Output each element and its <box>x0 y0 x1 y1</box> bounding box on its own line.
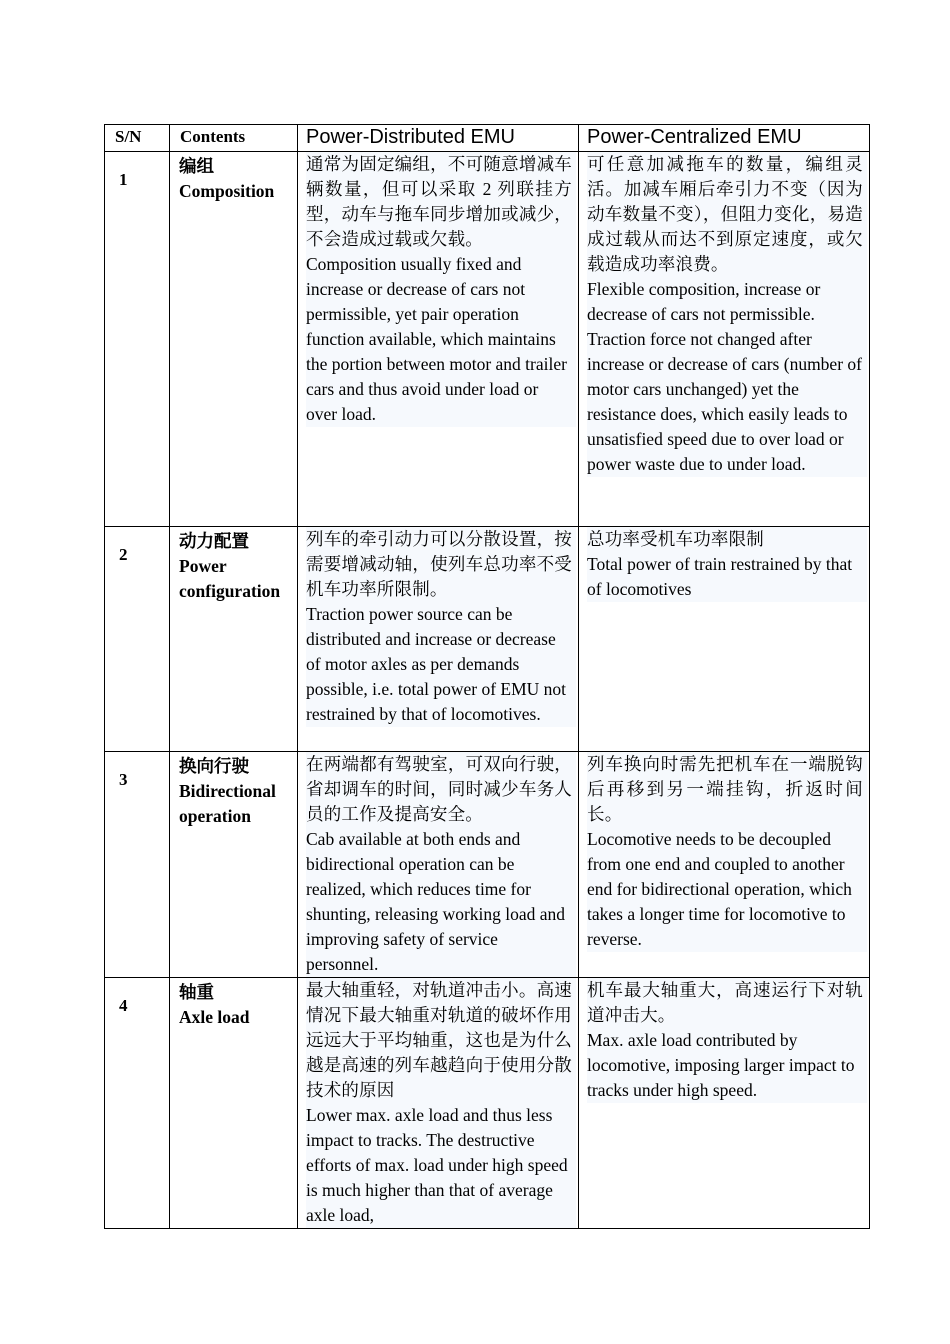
header-contents: Contents <box>170 125 298 152</box>
distributed-zh: 最大轴重轻，对轨道冲击小。高速情况下最大轴重对轨道的破坏作用远远大于平均轴重，这也是为什么越是高速的列车越趋向于使用分散技术的原因 <box>306 980 572 1100</box>
centralized-en: Total power of train restrained by that of locomotives <box>587 554 853 599</box>
distributed-cell <box>298 752 579 978</box>
distributed-zh: 在两端都有驾驶室，可双向行驶，省却调车的时间，同时减少车务人员的工作及提高安全。 <box>306 754 572 824</box>
distributed-zh: 通常为固定编组，不可随意增减车辆数量，但可以采取 2 列联挂方型，动车与拖车同步增加或减少，不会造成过载或欠载。 <box>306 154 572 249</box>
contents-zh: 编组 <box>179 156 214 176</box>
contents-zh: 换向行驶 <box>179 756 249 776</box>
centralized-cell <box>579 152 870 527</box>
header-sn: S/N <box>105 125 170 152</box>
distributed-cell <box>298 978 579 1229</box>
distributed-zh: 列车的牵引动力可以分散设置，按需要增减动轴，使列车总功率不受机车功率所限制。 <box>306 529 572 599</box>
contents-en: Axle load <box>179 1007 250 1027</box>
centralized-cell <box>579 527 870 752</box>
row-number: 1 <box>105 152 170 527</box>
comparison-table <box>104 124 870 1229</box>
centralized-en: Max. axle load contributed by locomotive, imposing larger impact to tracks under high speed. <box>587 1030 855 1100</box>
distributed-en: Cab available at both ends and bidirectional operation can be realized, which reduces time for shunting, releasing working load and improving safety of service personnel. <box>306 829 566 974</box>
row-contents <box>170 152 298 527</box>
row-number: 2 <box>105 527 170 752</box>
row-contents <box>170 527 298 752</box>
distributed-cell <box>298 527 579 752</box>
row-contents <box>170 752 298 978</box>
centralized-zh: 机车最大轴重大，高速运行下对轨道冲击大。 <box>587 980 863 1025</box>
centralized-zh: 可任意加减拖车的数量，编组灵活。加减车厢后牵引力不变（因为动车数量不变），但阻力变化，易造成过载从而达不到原定速度，或欠载造成功率浪费。 <box>587 154 863 274</box>
centralized-cell <box>579 978 870 1229</box>
contents-zh: 动力配置 <box>179 531 249 551</box>
table-row <box>105 978 870 1229</box>
centralized-cell <box>579 752 870 978</box>
contents-en: Composition <box>179 181 275 201</box>
contents-en: Bidirectional operation <box>179 781 276 826</box>
table-row <box>105 752 870 978</box>
row-number: 4 <box>105 978 170 1229</box>
table-header-row <box>105 125 870 152</box>
header-distributed: Power-Distributed EMU <box>298 125 579 152</box>
distributed-cell <box>298 152 579 527</box>
centralized-zh: 总功率受机车功率限制 <box>587 529 764 549</box>
distributed-en: Traction power source can be distributed and increase or decrease of motor axles as per demands possible, i.e. total power of EMU not restrained by that of locomotives. <box>306 604 567 724</box>
centralized-en: Flexible composition, increase or decrease of cars not permissible. Traction force not changed after increase or decrease of cars (number of motor cars unchanged) yet the resistance does, which easily leads to unsatisfied speed due to over load or power waste due to under load. <box>587 279 862 474</box>
header-centralized: Power-Centralized EMU <box>579 125 870 152</box>
centralized-en: Locomotive needs to be decoupled from one end and coupled to another end for bidirectional operation, which takes a longer time for locomotive to reverse. <box>587 829 852 949</box>
centralized-zh: 列车换向时需先把机车在一端脱钩后再移到另一端挂钩，折返时间长。 <box>587 754 863 824</box>
row-contents <box>170 978 298 1229</box>
contents-en: Power configuration <box>179 556 281 601</box>
distributed-en: Composition usually fixed and increase or decrease of cars not permissible, yet pair operation function available, which maintains the portion between motor and trailer cars and thus avoid under load or over load. <box>306 254 567 424</box>
contents-zh: 轴重 <box>179 982 214 1002</box>
table-row <box>105 527 870 752</box>
distributed-en: Lower max. axle load and thus less impact to tracks. The destructive efforts of max. load under high speed is much higher than that of average axle load, <box>306 1105 568 1225</box>
row-number: 3 <box>105 752 170 978</box>
table-row <box>105 152 870 527</box>
